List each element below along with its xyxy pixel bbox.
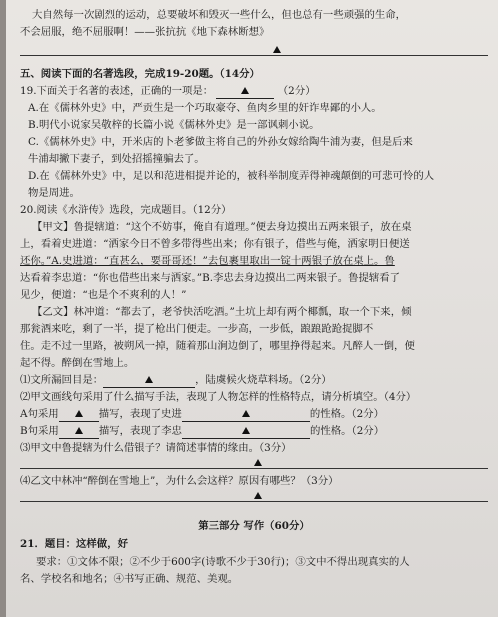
answer-line [20, 468, 488, 469]
blank-a-method [59, 407, 99, 422]
sub-q1-blank [103, 373, 195, 388]
q19-stem: 19.下面关于名著的表述，正确的一项是： [20, 85, 214, 97]
option-c-line-1: C.《儒林外史》中，开米店的卜老爹做主将自己的外孙女嫁给陶牛浦为妻，但是后来 [28, 136, 413, 148]
sub-q2-a-label: A句采用 [20, 408, 59, 420]
answer-line [20, 55, 488, 56]
q21-title: 21．题目：这样做，好 [20, 538, 128, 550]
blank-a-trait [182, 407, 310, 422]
answer-line [20, 501, 488, 502]
q21-req-line-1: 要求：①文体不限；②不少于600字(诗歌不少于30行)；③文中不得出现真实的人 [36, 556, 410, 568]
answer-marker [242, 427, 250, 434]
answer-marker [242, 410, 250, 417]
answer-marker [273, 46, 281, 53]
yi-line-3: 住。走不过一里路，被朔风一掉，随着那山涧边倒了，哪里挣得起来。凡醉人一倒，便 [20, 340, 415, 352]
option-b: B.明代小说家吴敬梓的长篇小说《儒林外史》是一部讽刺小说。 [28, 119, 320, 131]
answer-marker [75, 410, 83, 417]
q21-req-line-2: 名、学校名和地名；④书写正确、规范、美观。 [20, 573, 239, 585]
sub-q2-a [20, 407, 488, 422]
sub-q2: ⑵甲文画线句采用了什么描写手法，表现了人物怎样的性格特点，请分析填空。（4分） [20, 391, 417, 403]
yi-line-4: 起不得。醉倒在雪地上。 [20, 357, 135, 369]
sub-q2-b [20, 424, 488, 439]
sub-q2-b-label: B句采用 [20, 425, 59, 437]
sub-q1-prefix: ⑴文所漏回目是： [20, 374, 104, 386]
sub-q3: ⑶甲文中鲁提辖为什么借银子？请简述事情的缘由。（3分） [20, 442, 292, 454]
quote-line-2: 不会屈服，绝不屈服啊！——张抗抗《地下森林断想》 [20, 26, 270, 38]
quote-line-1: 大自然每一次剧烈的运动，总要破坏和毁灭一些什么，但也总有一些顽强的生命， [32, 9, 407, 21]
option-d-line-2: 物是周进。 [28, 187, 80, 199]
q20-heading: 20.阅读《水浒传》选段，完成题目。（12分） [20, 204, 232, 216]
part3-heading: 第三部分 写作（60分） [198, 520, 310, 532]
sub-q1 [20, 373, 488, 388]
sub-q1-suffix: ，陆虞候火烧草料场。（2分） [195, 374, 332, 386]
option-a: A.在《儒林外史》中，严贡生是一个巧取豪夺、鱼肉乡里的奸诈卑鄙的小人。 [28, 102, 382, 114]
jia-line-5: 见少，便道：“也是个不爽利的人！” [20, 289, 187, 301]
exam-page [6, 0, 498, 617]
answer-marker [254, 492, 262, 499]
option-d-line-1: D.在《儒林外史》中，足以和范进相提并论的，被科举制度弄得神魂颠倒的可悲可怜的人 [28, 170, 435, 182]
q19-score: （2分） [277, 85, 316, 97]
jia-line-3: 还你。”A.史进道：“直甚么，要哥哥还！”去包裹里取出一锭十两银子放在桌上。鲁 [20, 255, 395, 267]
answer-marker [241, 87, 249, 94]
answer-marker [75, 427, 83, 434]
blank-b-trait [182, 424, 310, 439]
q19-answer-blank [216, 84, 274, 99]
jia-line-2: 上，看着史进道：“洒家今日不曾多带得些出来；你有银子，借些与俺，洒家明日便送 [20, 238, 410, 250]
yi-line-1: 【乙文】林冲道：“都去了，老爷快活吃酒。”土坑上却有两个椰瓢，取一个下来，倾 [32, 306, 412, 318]
answer-marker [145, 376, 153, 383]
sub-q2-b-end: 的性格。（2分） [309, 425, 385, 437]
sub-q2-a-mid: 描写，表现了史进 [98, 408, 182, 420]
yi-line-2: 那瓮酒来吃，剩了一半，提了枪出门便走。一步高，一步低，踉踉跄跄捉脚不 [20, 323, 374, 335]
sub-q4: ⑷乙文中林冲“醉倒在雪地上”，为什么会这样？原因有哪些？（3分） [20, 475, 339, 487]
jia-line-1: 【甲文】鲁提辖道：“这个不妨事，俺自有道理。”便去身边摸出五两来银子，放在桌 [32, 221, 412, 233]
sub-q2-a-end: 的性格。（2分） [309, 408, 384, 420]
blank-b-method [59, 424, 99, 439]
jia-line-4: 达看着李忠道：“你也借些出来与洒家。”B.李忠去身边摸出二两来银子。鲁提辖看了 [20, 272, 401, 284]
section5-heading: 五、阅读下面的名著选段，完成19-20题。（14分） [20, 68, 260, 80]
answer-marker [254, 459, 262, 466]
sub-q2-b-mid: 描写，表现了李忠 [98, 425, 182, 437]
q19-text [20, 84, 488, 99]
option-c-line-2: 牛浦却撇下妻子，到处招摇撞骗去了。 [28, 153, 205, 165]
